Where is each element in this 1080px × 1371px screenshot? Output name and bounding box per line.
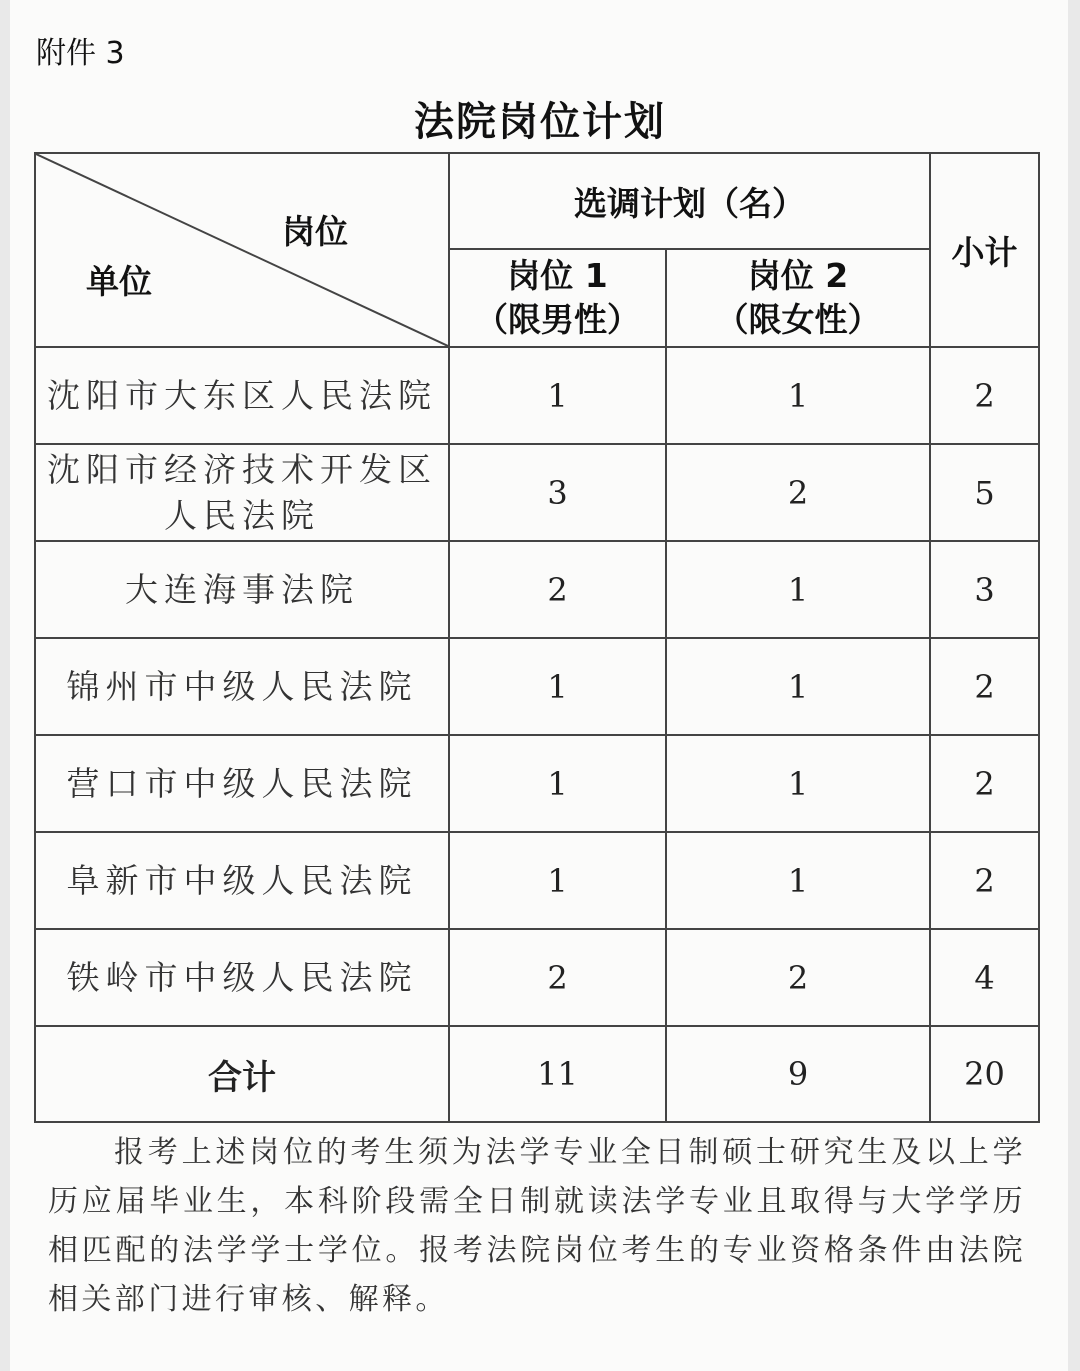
header-post2 (666, 249, 930, 347)
unit-cell (35, 347, 449, 444)
post2-cell: 2 (666, 929, 930, 1026)
table-row (35, 444, 1039, 541)
table-row (35, 735, 1039, 832)
unit-name-line: 阜新市中级人民法院 (66, 860, 418, 900)
total-post2: 9 (666, 1026, 930, 1122)
diagonal-header-cell (35, 153, 449, 347)
post1-cell: 1 (449, 735, 666, 832)
post2-cell: 2 (666, 444, 930, 541)
total-post1: 11 (449, 1026, 666, 1122)
subtotal-cell: 2 (930, 832, 1039, 929)
subtotal-cell: 5 (930, 444, 1039, 541)
subtotal-cell: 2 (930, 638, 1039, 735)
diagonal-line (36, 154, 448, 346)
unit-cell (35, 832, 449, 929)
table-row (35, 347, 1039, 444)
header-unit-label: 单位 (86, 262, 152, 301)
court-post-plan-table (34, 152, 1040, 1123)
table-row (35, 929, 1039, 1026)
total-subtotal: 20 (930, 1026, 1039, 1122)
post2-cell: 1 (666, 832, 930, 929)
unit-cell (35, 929, 449, 1026)
unit-cell (35, 638, 449, 735)
post1-cell: 2 (449, 929, 666, 1026)
header-post1-line2: （限男性） (475, 300, 640, 339)
header-post1-line1: 岗位 1 (507, 256, 608, 295)
table-row (35, 541, 1039, 638)
table-row (35, 832, 1039, 929)
header-post-label: 岗位 (282, 212, 348, 251)
unit-cell (35, 444, 449, 541)
subtotal-cell: 2 (930, 347, 1039, 444)
unit-name-line: 大连海事法院 (125, 569, 359, 609)
total-label: 合计 (35, 1026, 449, 1122)
post1-cell: 2 (449, 541, 666, 638)
unit-name-line: 人民法院 (164, 495, 320, 535)
header-post2-line1: 岗位 2 (747, 256, 849, 295)
unit-name-line: 锦州市中级人民法院 (66, 666, 418, 706)
post1-cell: 1 (449, 832, 666, 929)
unit-name-line: 沈阳市大东区人民法院 (47, 375, 437, 415)
post1-cell: 1 (449, 638, 666, 735)
post1-cell: 3 (449, 444, 666, 541)
post2-cell: 1 (666, 541, 930, 638)
header-subtotal: 小计 (930, 153, 1039, 347)
post2-cell: 1 (666, 347, 930, 444)
table-body (35, 347, 1039, 1026)
header-plan-group: 选调计划（名） (449, 153, 930, 249)
header-post1 (449, 249, 666, 347)
eligibility-note: 报考上述岗位的考生须为法学专业全日制硕士研究生及以上学历应届毕业生，本科阶段需全日制就读法学专业且取得与大学学历相匹配的法学学士学位。报考法院岗位考生的专业资格条件由法院相关部门进行审核、解释。 (48, 1135, 1026, 1317)
total-row (35, 1026, 1039, 1122)
subtotal-cell: 4 (930, 929, 1039, 1026)
header-post2-line2: （限女性） (715, 300, 881, 339)
table-row (35, 638, 1039, 735)
page-title: 法院岗位计划 (414, 99, 666, 145)
unit-name-line: 营口市中级人民法院 (66, 763, 418, 803)
attachment-label: 附件 3 (36, 36, 125, 71)
post2-cell: 1 (666, 735, 930, 832)
subtotal-cell: 2 (930, 735, 1039, 832)
unit-cell (35, 541, 449, 638)
subtotal-cell: 3 (930, 541, 1039, 638)
post1-cell: 1 (449, 347, 666, 444)
unit-cell (35, 735, 449, 832)
post2-cell: 1 (666, 638, 930, 735)
unit-name-line: 沈阳市经济技术开发区 (47, 449, 437, 489)
unit-name-line: 铁岭市中级人民法院 (66, 957, 418, 997)
